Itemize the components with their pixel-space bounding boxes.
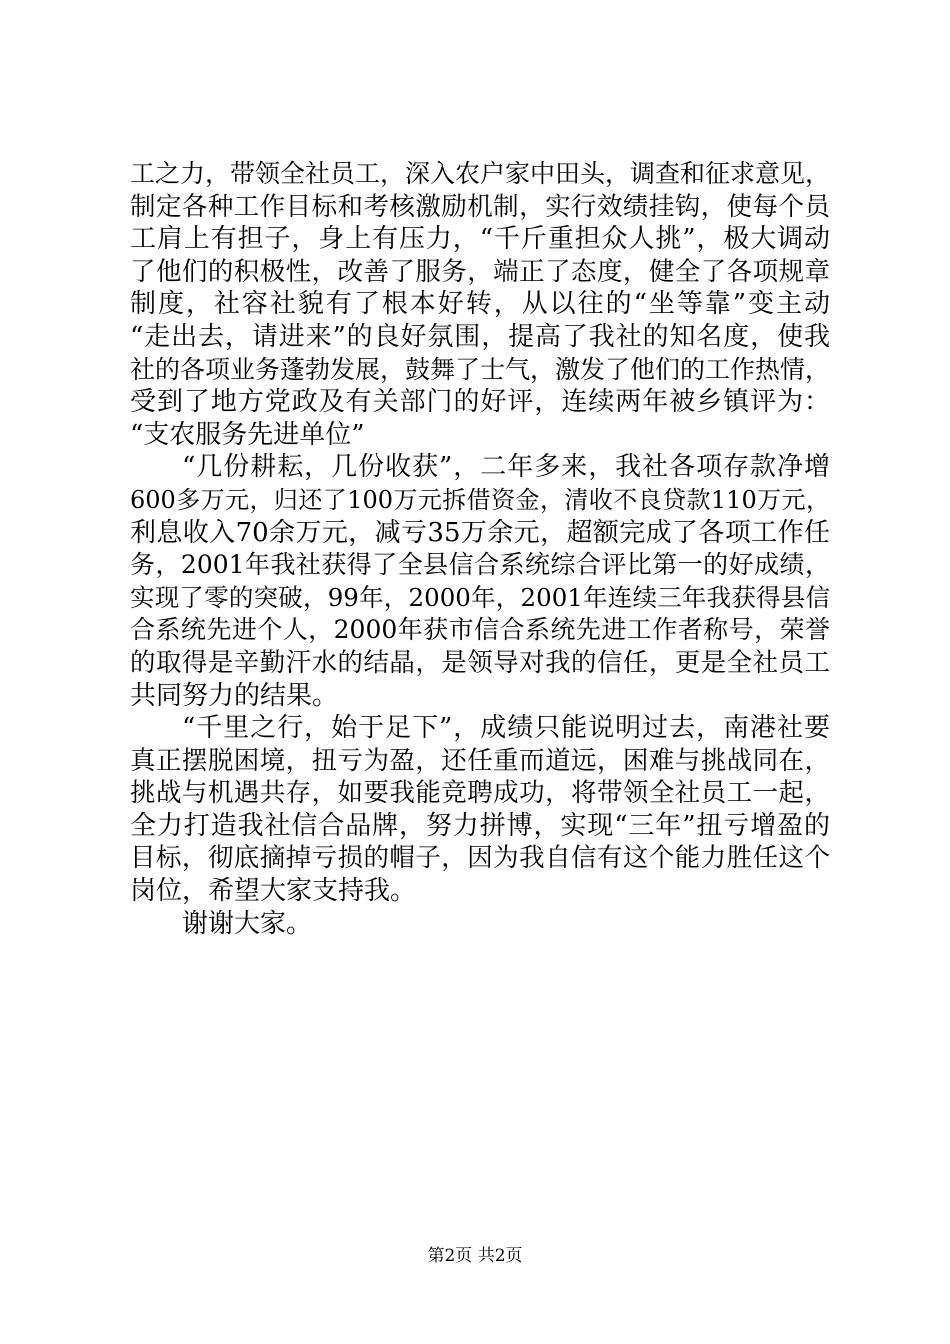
text-line: 合系统先进个人，2000年获市信合系统先进工作者称号，荣誉: [130, 615, 830, 645]
page-footer: [0, 1246, 950, 1266]
paragraph: [130, 451, 830, 712]
text-line: 岗位，希望大家支持我。: [130, 876, 417, 907]
text-line: 了他们的积极性，改善了服务，端正了态度，健全了各项规章: [130, 256, 830, 287]
text-line: 共同努力的结果。: [130, 680, 339, 711]
text-line: 社的各项业务蓬勃发展，鼓舞了士气，激发了他们的工作热情，: [130, 354, 831, 384]
text-line: 务，2001年我社获得了全县信合系统综合评比第一的好成绩，: [130, 550, 830, 580]
text-line: 谢谢大家。: [182, 908, 313, 939]
text-line: 利息收入70余万元，减亏35万余元，超额完成了各项工作任: [130, 517, 830, 548]
text-line: 制度，社容社貌有了根本好转，从以往的“坐等靠”变主动: [130, 289, 830, 320]
document-body: [130, 158, 830, 940]
text-line: “走出去，请进来”的良好氛围，提高了我社的知名度，使我: [130, 321, 830, 352]
paragraph: [130, 712, 830, 908]
paragraph: [130, 158, 830, 451]
text-line: 实现了零的突破，99年，2000年，2001年连续三年我获得县信: [130, 582, 830, 612]
text-line: 的取得是辛勤汗水的结晶，是领导对我的信任，更是全社员工: [130, 647, 830, 678]
paragraph: [130, 908, 830, 941]
text-line: 挑战与机遇共存，如要我能竞聘成功，将带领全社员工一起，: [130, 778, 830, 809]
text-line: 全力打造我社信合品牌，努力拼博，实现“三年”扭亏增盈的: [130, 810, 830, 841]
text-line: “支农服务先进单位”: [130, 419, 365, 450]
page-number-label: 第2页 共2页: [427, 1246, 523, 1266]
text-line: 工之力，带领全社员工，深入农户家中田头，调查和征求意见，: [130, 159, 831, 188]
text-line: 工肩上有担子，身上有压力，“千斤重担众人挑”，极大调动: [130, 224, 830, 255]
text-line: 目标，彻底摘掉亏损的帽子，因为我自信有这个能力胜任这个: [130, 843, 830, 874]
text-line: “千里之行，始于足下”，成绩只能说明过去，南港社要: [182, 713, 830, 744]
text-line: 真正摆脱困境，扭亏为盈，还任重而道远，困难与挑战同在，: [130, 745, 830, 776]
text-line: “几份耕耘，几份收获”，二年多来，我社各项存款净增: [182, 452, 830, 483]
text-line: 600多万元，归还了100万元拆借资金，清收不良贷款110万元，: [130, 485, 830, 514]
text-line: 受到了地方党政及有关部门的好评，连续两年被乡镇评为：: [130, 387, 830, 418]
text-line: 制定各种工作目标和考核激励机制，实行效绩挂钩，使每个员: [130, 191, 830, 222]
